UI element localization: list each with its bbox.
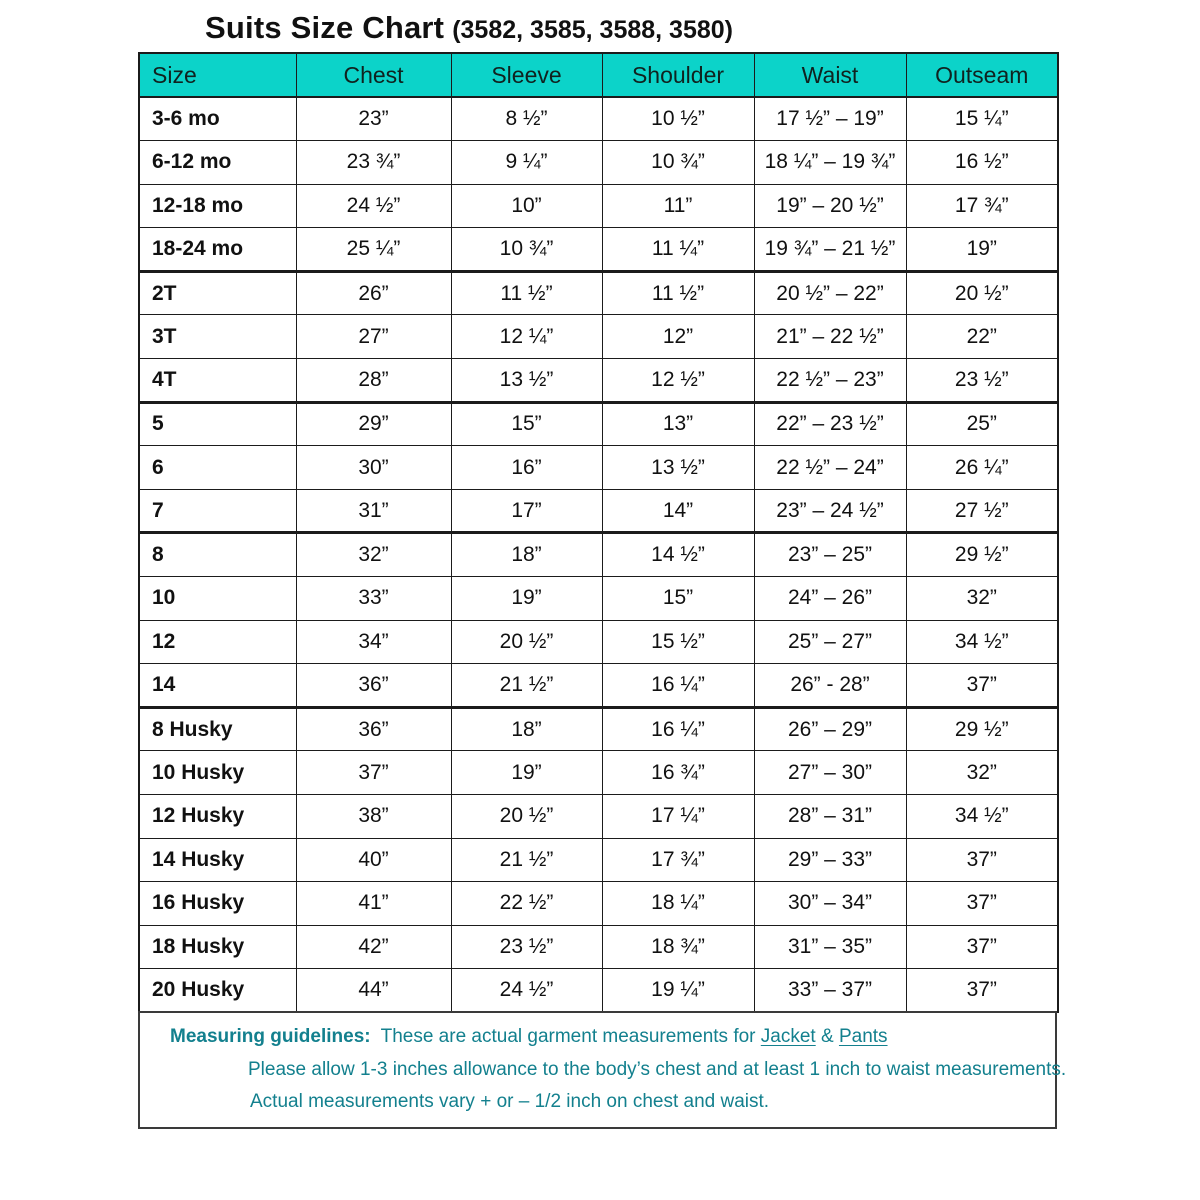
table-row bbox=[139, 228, 1058, 272]
measurement-cell: 12 ¼” bbox=[451, 315, 602, 359]
size-label-cell: 5 bbox=[139, 402, 296, 446]
measurement-cell: 22” bbox=[906, 315, 1058, 359]
measurement-cell: 19” bbox=[451, 577, 602, 621]
measurement-cell: 14” bbox=[602, 489, 754, 533]
size-label-cell: 14 bbox=[139, 664, 296, 708]
size-label-cell: 12 Husky bbox=[139, 795, 296, 839]
measurement-cell: 10 ¾” bbox=[602, 141, 754, 185]
measurement-cell: 14 ½” bbox=[602, 533, 754, 577]
measurement-cell: 12” bbox=[602, 315, 754, 359]
guidelines-text: These are actual garment measurements for bbox=[380, 1026, 756, 1048]
measurement-cell: 37” bbox=[906, 664, 1058, 708]
measurement-cell: 30” bbox=[296, 446, 451, 490]
measurement-cell: 16 ½” bbox=[906, 141, 1058, 185]
measurement-cell: 24 ½” bbox=[451, 969, 602, 1013]
measurement-cell: 36” bbox=[296, 664, 451, 708]
measurement-cell: 41” bbox=[296, 882, 451, 926]
measurement-cell: 24 ½” bbox=[296, 184, 451, 228]
table-row bbox=[139, 882, 1058, 926]
table-row bbox=[139, 925, 1058, 969]
table-row bbox=[139, 751, 1058, 795]
measurement-cell: 22 ½” – 24” bbox=[754, 446, 906, 490]
measurement-cell: 23 ½” bbox=[451, 925, 602, 969]
column-header-outseam: Outseam bbox=[906, 53, 1058, 97]
measurement-cell: 37” bbox=[906, 882, 1058, 926]
measurement-cell: 26” - 28” bbox=[754, 664, 906, 708]
pants-link[interactable]: Pants bbox=[838, 1026, 888, 1048]
table-row bbox=[139, 707, 1058, 751]
measurement-cell: 25” – 27” bbox=[754, 620, 906, 664]
measurement-cell: 22 ½” – 23” bbox=[754, 359, 906, 403]
measurement-cell: 34” bbox=[296, 620, 451, 664]
measurement-cell: 12 ½” bbox=[602, 359, 754, 403]
measurement-cell: 26” bbox=[296, 271, 451, 315]
table-row bbox=[139, 620, 1058, 664]
size-label-cell: 10 Husky bbox=[139, 751, 296, 795]
measurement-cell: 37” bbox=[296, 751, 451, 795]
measurement-cell: 18 ¼” – 19 ¾” bbox=[754, 141, 906, 185]
size-table-body bbox=[139, 97, 1058, 1012]
size-label-cell: 20 Husky bbox=[139, 969, 296, 1013]
measurement-cell: 17 ½” – 19” bbox=[754, 97, 906, 141]
jacket-link[interactable]: Jacket bbox=[760, 1026, 816, 1048]
measuring-guidelines-box bbox=[138, 1011, 1067, 1129]
measurement-cell: 15” bbox=[602, 577, 754, 621]
page-title bbox=[205, 10, 733, 46]
size-label-cell: 12-18 mo bbox=[139, 184, 296, 228]
size-label-cell: 18-24 mo bbox=[139, 228, 296, 272]
measurement-cell: 27” bbox=[296, 315, 451, 359]
table-row bbox=[139, 97, 1058, 141]
measurement-cell: 29” bbox=[296, 402, 451, 446]
table-row bbox=[139, 838, 1058, 882]
guidelines-line-3: Actual measurements vary + or – 1/2 inch on chest and waist. bbox=[250, 1091, 770, 1113]
measurement-cell: 26 ¼” bbox=[906, 446, 1058, 490]
measurement-cell: 16” bbox=[451, 446, 602, 490]
measurement-cell: 21” – 22 ½” bbox=[754, 315, 906, 359]
measurement-cell: 22” – 23 ½” bbox=[754, 402, 906, 446]
measurement-cell: 21 ½” bbox=[451, 664, 602, 708]
size-label-cell: 18 Husky bbox=[139, 925, 296, 969]
measurement-cell: 34 ½” bbox=[906, 620, 1058, 664]
size-label-cell: 3T bbox=[139, 315, 296, 359]
table-row bbox=[139, 795, 1058, 839]
measurement-cell: 27” – 30” bbox=[754, 751, 906, 795]
measurement-cell: 18” bbox=[451, 707, 602, 751]
column-header-waist: Waist bbox=[754, 53, 906, 97]
measurement-cell: 15” bbox=[451, 402, 602, 446]
size-label-cell: 7 bbox=[139, 489, 296, 533]
table-row bbox=[139, 533, 1058, 577]
measurement-cell: 17 ¼” bbox=[602, 795, 754, 839]
size-label-cell: 14 Husky bbox=[139, 838, 296, 882]
size-label-cell: 6-12 mo bbox=[139, 141, 296, 185]
column-header-size: Size bbox=[139, 53, 296, 97]
measurement-cell: 11 ¼” bbox=[602, 228, 754, 272]
size-chart-content bbox=[138, 52, 1067, 1129]
size-table-header bbox=[139, 53, 1058, 97]
size-label-cell: 6 bbox=[139, 446, 296, 490]
measurement-cell: 25 ¼” bbox=[296, 228, 451, 272]
measurement-cell: 10 ¾” bbox=[451, 228, 602, 272]
measurement-cell: 31” bbox=[296, 489, 451, 533]
measurement-cell: 20 ½” bbox=[906, 271, 1058, 315]
measurement-cell: 10 ½” bbox=[602, 97, 754, 141]
measurement-cell: 19” bbox=[906, 228, 1058, 272]
measurement-cell: 11” bbox=[602, 184, 754, 228]
size-label-cell: 8 Husky bbox=[139, 707, 296, 751]
measurement-cell: 18 ¾” bbox=[602, 925, 754, 969]
table-row bbox=[139, 969, 1058, 1013]
measurement-cell: 20 ½” bbox=[451, 795, 602, 839]
table-row bbox=[139, 315, 1058, 359]
size-chart-table bbox=[138, 52, 1059, 1013]
measurement-cell: 21 ½” bbox=[451, 838, 602, 882]
measurement-cell: 16 ¾” bbox=[602, 751, 754, 795]
page-title-style-codes: (3582, 3585, 3588, 3580) bbox=[452, 16, 733, 44]
measurement-cell: 18” bbox=[451, 533, 602, 577]
measurement-cell: 16 ¼” bbox=[602, 664, 754, 708]
guidelines-ampersand: & bbox=[820, 1026, 834, 1048]
measurement-cell: 11 ½” bbox=[451, 271, 602, 315]
measurement-cell: 13 ½” bbox=[451, 359, 602, 403]
measurement-cell: 32” bbox=[906, 751, 1058, 795]
table-row bbox=[139, 141, 1058, 185]
page-title-main: Suits Size Chart bbox=[205, 10, 445, 45]
measurement-cell: 22 ½” bbox=[451, 882, 602, 926]
table-row bbox=[139, 446, 1058, 490]
column-header-shoulder: Shoulder bbox=[602, 53, 754, 97]
measurement-cell: 13” bbox=[602, 402, 754, 446]
measurement-cell: 11 ½” bbox=[602, 271, 754, 315]
table-row bbox=[139, 489, 1058, 533]
guidelines-line-1 bbox=[170, 1026, 1055, 1048]
size-label-cell: 2T bbox=[139, 271, 296, 315]
measurement-cell: 44” bbox=[296, 969, 451, 1013]
measurement-cell: 30” – 34” bbox=[754, 882, 906, 926]
measurement-cell: 18 ¼” bbox=[602, 882, 754, 926]
header-row bbox=[139, 53, 1058, 97]
measurement-cell: 37” bbox=[906, 969, 1058, 1013]
guidelines-line-2: Please allow 1-3 inches allowance to the body’s chest and at least 1 inch to waist measurements. bbox=[248, 1059, 1067, 1081]
measurement-cell: 23 ½” bbox=[906, 359, 1058, 403]
measurement-cell: 36” bbox=[296, 707, 451, 751]
measurement-cell: 19 ¾” – 21 ½” bbox=[754, 228, 906, 272]
measurement-cell: 29 ½” bbox=[906, 533, 1058, 577]
measurement-cell: 23” – 25” bbox=[754, 533, 906, 577]
table-row bbox=[139, 402, 1058, 446]
measurement-cell: 24” – 26” bbox=[754, 577, 906, 621]
measurement-cell: 8 ½” bbox=[451, 97, 602, 141]
measurement-cell: 19” bbox=[451, 751, 602, 795]
table-row bbox=[139, 271, 1058, 315]
measurement-cell: 13 ½” bbox=[602, 446, 754, 490]
size-label-cell: 16 Husky bbox=[139, 882, 296, 926]
measurement-cell: 38” bbox=[296, 795, 451, 839]
measurement-cell: 25” bbox=[906, 402, 1058, 446]
measurement-cell: 37” bbox=[906, 838, 1058, 882]
measurement-cell: 27 ½” bbox=[906, 489, 1058, 533]
measurement-cell: 16 ¼” bbox=[602, 707, 754, 751]
measurement-cell: 17 ¾” bbox=[906, 184, 1058, 228]
measurement-cell: 23 ¾” bbox=[296, 141, 451, 185]
measurement-cell: 28” bbox=[296, 359, 451, 403]
measurement-cell: 23” – 24 ½” bbox=[754, 489, 906, 533]
table-row bbox=[139, 184, 1058, 228]
measurement-cell: 9 ¼” bbox=[451, 141, 602, 185]
measurement-cell: 40” bbox=[296, 838, 451, 882]
measurement-cell: 31” – 35” bbox=[754, 925, 906, 969]
size-label-cell: 8 bbox=[139, 533, 296, 577]
table-row bbox=[139, 359, 1058, 403]
table-row bbox=[139, 577, 1058, 621]
measurement-cell: 32” bbox=[906, 577, 1058, 621]
measurement-cell: 17 ¾” bbox=[602, 838, 754, 882]
measurement-cell: 19 ¼” bbox=[602, 969, 754, 1013]
measurement-cell: 19” – 20 ½” bbox=[754, 184, 906, 228]
measurement-cell: 29 ½” bbox=[906, 707, 1058, 751]
measurement-cell: 26” – 29” bbox=[754, 707, 906, 751]
measurement-cell: 23” bbox=[296, 97, 451, 141]
measurement-cell: 42” bbox=[296, 925, 451, 969]
measurement-cell: 28” – 31” bbox=[754, 795, 906, 839]
measurement-cell: 34 ½” bbox=[906, 795, 1058, 839]
table-row bbox=[139, 664, 1058, 708]
column-header-sleeve: Sleeve bbox=[451, 53, 602, 97]
measurement-cell: 32” bbox=[296, 533, 451, 577]
measurement-cell: 15 ¼” bbox=[906, 97, 1058, 141]
measurement-cell: 20 ½” – 22” bbox=[754, 271, 906, 315]
measurement-cell: 17” bbox=[451, 489, 602, 533]
measurement-cell: 29” – 33” bbox=[754, 838, 906, 882]
size-label-cell: 12 bbox=[139, 620, 296, 664]
size-label-cell: 4T bbox=[139, 359, 296, 403]
guidelines-label: Measuring guidelines: bbox=[170, 1026, 371, 1048]
size-label-cell: 10 bbox=[139, 577, 296, 621]
measurement-cell: 37” bbox=[906, 925, 1058, 969]
measurement-cell: 33” – 37” bbox=[754, 969, 906, 1013]
measurement-cell: 20 ½” bbox=[451, 620, 602, 664]
measurement-cell: 33” bbox=[296, 577, 451, 621]
column-header-chest: Chest bbox=[296, 53, 451, 97]
measurement-cell: 10” bbox=[451, 184, 602, 228]
measurement-cell: 15 ½” bbox=[602, 620, 754, 664]
size-label-cell: 3-6 mo bbox=[139, 97, 296, 141]
